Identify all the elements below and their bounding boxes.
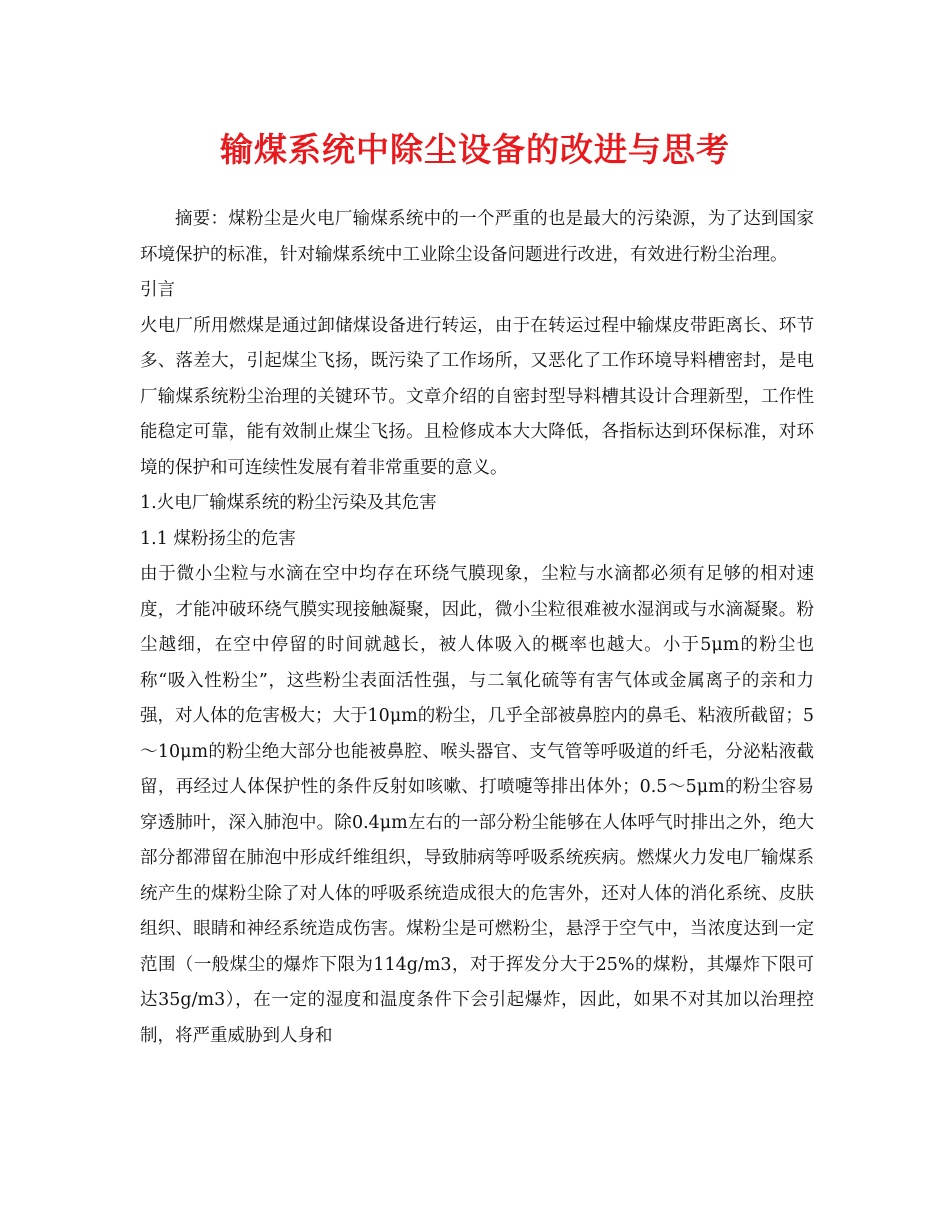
section-heading-1: 1.火电厂输煤系统的粉尘污染及其危害 [140,493,437,513]
section-heading-introduction: 引言 [140,280,175,300]
abstract-paragraph: 摘要：煤粉尘是火电厂输煤系统中的一个严重的也是最大的污染源，为了达到国家环境保护的标准，针对输煤系统中工业除尘设备问题进行改进，有效进行粉尘治理。 [140,209,814,265]
document-title: 输煤系统中除尘设备的改进与思考 [220,130,730,169]
section-heading-1-1: 1.1 煤粉扬尘的危害 [140,528,296,549]
introduction-paragraph: 火电厂所用燃煤是通过卸储煤设备进行转运，由于在转运过程中输煤皮带距离长、环节多、落差大，引起煤尘飞扬，既污染了工作场所，又恶化了工作环境导料槽密封，是电厂输煤系统粉尘治理的关键环节。文章介绍的自密封型导料槽其设计合理新型，工作性能稳定可靠，能有效制止煤尘飞扬。且检修成本大大降低，各指标达到环保标准，对环境的保护和可连续性发展有着非常重要的意义。 [140,315,814,478]
body-paragraph-dust-hazard: 由于微小尘粒与水滴在空中均存在环绕气膜现象，尘粒与水滴都必须有足够的相对速度，才能冲破环绕气膜实现接触凝聚，因此，微小尘粒很难被水湿润或与水滴凝聚。粉尘越细，在空中停留的时间就越长，被人体吸入的概率也越大。小于5μm的粉尘也称“吸入性粉尘”，这些粉尘表面活性强，与二氧化硫等有害气体或金属离子的亲和力强，对人体的危害极大；大于10μm的粉尘，几乎全部被鼻腔内的鼻毛、粘液所截留；5～10μm的粉尘绝大部分也能被鼻腔、喉头器官、支气管等呼吸道的纤毛，分泌粘液截留，再经过人体保护性的条件反射如咳嗽、打喷嚏等排出体外；0.5～5μm的粉尘容易穿透肺叶，深入肺泡中。除0.4μm左右的一部分粉尘能够在人体呼气时排出之外，绝大部分都滞留在肺泡中形成纤维组织，导致肺病等呼吸系统疾病。燃煤火力发电厂输煤系统产生的煤粉尘除了对人体的呼吸系统造成很大的危害外，还对人体的消化系统、皮肤组织、眼睛和神经系统造成伤害。煤粉尘是可燃粉尘，悬浮于空气中，当浓度达到一定范围（一般煤尘的爆炸下限为114g/m3，对于挥发分大于25%的煤粉，其爆炸下限可达35g/m3），在一定的湿度和温度条件下会引起爆炸，因此，如果不对其加以治理控制，将严重威胁到人身和 [140,564,814,1046]
document-body [140,202,814,1054]
